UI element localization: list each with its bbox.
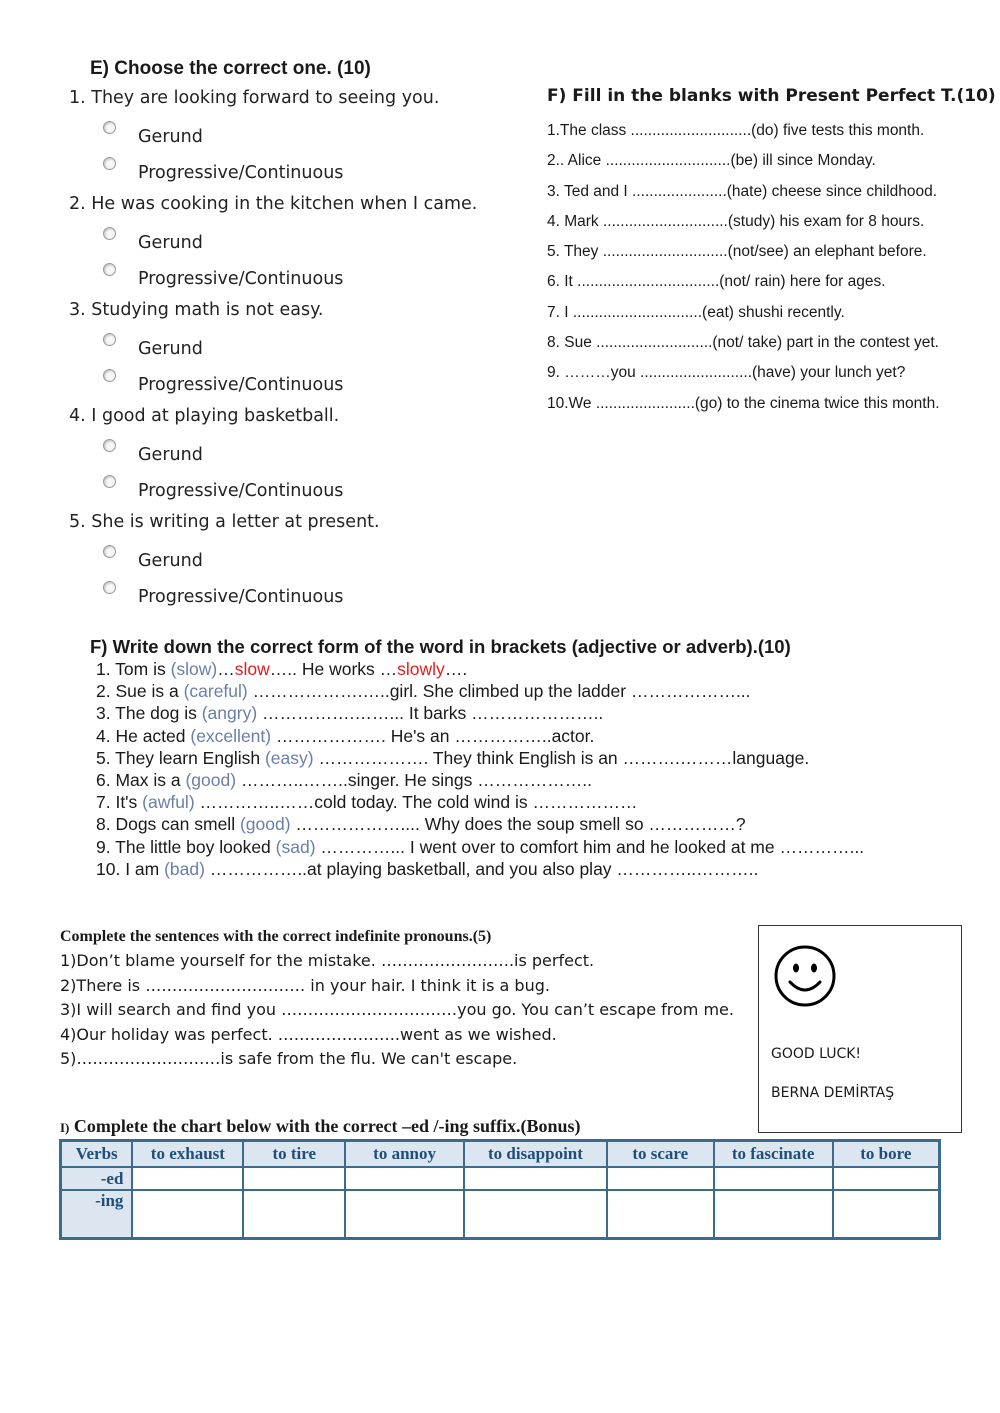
answer-cell[interactable] <box>607 1167 714 1190</box>
item-text: 8. Dogs can smell <box>96 814 240 835</box>
question-text: 2. He was cooking in the kitchen when I came. <box>69 194 478 214</box>
question-3 <box>69 298 529 404</box>
fill-item[interactable]: 5. They .............................(not/see) an elephant before. <box>547 243 927 261</box>
bracket-word: (easy) <box>264 747 314 768</box>
item-text: 9. The little boy looked <box>96 836 276 857</box>
answer-cell[interactable] <box>132 1190 243 1239</box>
bracket-word: (awful) <box>142 792 195 813</box>
pronouns-list <box>60 949 750 1072</box>
chart-heading-text: Complete the chart below with the correct –ed /-ing suffix.(Bonus) <box>69 1116 581 1136</box>
fill-item[interactable]: 3. Ted and I ......................(hate) cheese since childhood. <box>547 182 938 200</box>
fill-item[interactable]: 6. It .................................(not/ rain) here for ages. <box>547 273 886 291</box>
word-item[interactable] <box>96 836 976 858</box>
option-gerund[interactable] <box>69 332 529 368</box>
option-label: Gerund <box>138 339 203 359</box>
bracket-word: (careful) <box>183 681 248 702</box>
word-item[interactable] <box>96 702 976 724</box>
pronoun-item[interactable]: 3)I will search and find you ……………………………you go. You can’t escape from me. <box>60 1000 734 1019</box>
answer-cell[interactable] <box>132 1167 243 1190</box>
item-text: 3. The dog is <box>96 703 202 724</box>
answer-cell[interactable] <box>243 1190 345 1239</box>
pronouns-heading: Complete the sentences with the correct indefinite pronouns.(5) <box>60 928 492 945</box>
word-item[interactable] <box>96 658 976 680</box>
good-luck-text: GOOD LUCK! <box>771 1046 862 1062</box>
item-text: 5. They learn English <box>96 747 265 768</box>
radio-button[interactable] <box>103 439 116 452</box>
option-label: Progressive/Continuous <box>138 587 344 607</box>
pronoun-item[interactable]: 4)Our holiday was perfect. …………………..went as we wished. <box>60 1024 557 1044</box>
option-gerund[interactable] <box>69 544 529 580</box>
header-cell: to disappoint <box>464 1141 607 1168</box>
header-cell: to exhaust <box>132 1141 243 1168</box>
item-text: 2. Sue is a <box>96 681 184 702</box>
section-f-fill-heading: F) Fill in the blanks with Present Perfect T.(10) <box>547 86 996 106</box>
option-label: Progressive/Continuous <box>138 163 344 183</box>
good-luck-box <box>758 925 962 1133</box>
smiley-face-icon <box>773 944 837 1008</box>
question-text: 5. She is writing a letter at present. <box>69 512 380 532</box>
author-name: BERNA DEMİRTAŞ <box>771 1085 895 1101</box>
word-item[interactable] <box>96 769 976 791</box>
item-text: ………………. They think English is an ……….………language. <box>313 747 810 768</box>
option-label: Progressive/Continuous <box>138 481 344 501</box>
item-text: ……………..at playing basketball, and you also play …………..……….. <box>204 858 759 879</box>
bracket-word: (excellent) <box>190 725 272 746</box>
section-e-heading: E) Choose the correct one. (10) <box>90 58 371 79</box>
row-label: -ed <box>61 1167 133 1190</box>
answer-cell[interactable] <box>714 1167 833 1190</box>
item-text: …………... I went over to comfort him and he looked at me …………... <box>315 836 865 857</box>
answer-cell[interactable] <box>345 1190 464 1239</box>
fill-blanks-list <box>547 120 987 423</box>
option-progressive[interactable] <box>69 474 529 510</box>
header-cell: to fascinate <box>714 1141 833 1168</box>
suffix-chart-table <box>59 1139 941 1240</box>
option-progressive[interactable] <box>69 156 529 192</box>
bracket-word: (bad) <box>164 858 205 879</box>
answer-text: slowly <box>397 659 445 679</box>
pronoun-item[interactable]: 1)Don’t blame yourself for the mistake. …………………….is perfect. <box>60 951 595 970</box>
word-item[interactable] <box>96 858 976 880</box>
answer-cell[interactable] <box>607 1190 714 1239</box>
word-form-list <box>96 658 976 880</box>
table-row <box>61 1167 940 1190</box>
bracket-word: (slow) <box>170 659 218 679</box>
item-text: ….. He works … <box>269 659 398 679</box>
radio-button[interactable] <box>103 227 116 240</box>
item-text: ………………. He's an ……………..actor. <box>271 725 595 746</box>
fill-item[interactable]: 4. Mark .............................(study) his exam for 8 hours. <box>547 212 925 230</box>
table-row <box>61 1190 940 1239</box>
word-item[interactable] <box>96 747 976 769</box>
question-5 <box>69 510 529 616</box>
chart-heading <box>60 1116 581 1137</box>
radio-button[interactable] <box>103 545 116 558</box>
header-cell: to annoy <box>345 1141 464 1168</box>
header-cell: to scare <box>607 1141 714 1168</box>
question-text: 1. They are looking forward to seeing you. <box>69 88 440 108</box>
fill-item[interactable]: 9. ………you ..........................(have) your lunch yet? <box>547 364 906 382</box>
answer-text: slow <box>234 659 270 679</box>
fill-item[interactable]: 7. I ..............................(eat) shushi recently. <box>547 303 845 321</box>
word-item[interactable] <box>96 813 976 835</box>
item-text: ………..……..singer. He sings ……………….. <box>236 769 592 790</box>
item-text: …………..……cold today. The cold wind is ……………… <box>194 792 638 813</box>
answer-cell[interactable] <box>714 1190 833 1239</box>
bracket-word: (sad) <box>275 836 316 857</box>
item-text: ……………….…..girl. She climbed up the ladder ………………... <box>247 681 751 702</box>
option-label: Progressive/Continuous <box>138 375 344 395</box>
item-text: …. <box>444 659 468 679</box>
fill-item[interactable]: 1.The class ............................(do) five tests this month. <box>547 122 925 139</box>
chart-heading-prefix: I) <box>60 1120 70 1135</box>
item-text: ……………….... Why does the soup smell so ……………? <box>290 814 746 835</box>
word-item[interactable] <box>96 725 976 747</box>
header-cell: to bore <box>833 1141 940 1168</box>
answer-cell[interactable] <box>464 1190 607 1239</box>
item-text: 6. Max is a <box>96 769 186 790</box>
item-text: …………….……... It barks ………………….. <box>257 703 604 724</box>
item-text: 7. It's <box>96 792 143 813</box>
header-cell: to tire <box>243 1141 345 1168</box>
item-text: 4. He acted <box>96 725 191 746</box>
radio-button[interactable] <box>103 333 116 346</box>
answer-cell[interactable] <box>464 1167 607 1190</box>
option-label: Progressive/Continuous <box>138 269 344 289</box>
radio-button[interactable] <box>103 475 116 488</box>
item-text: 1. Tom is <box>96 659 171 679</box>
question-2 <box>69 192 529 298</box>
row-label: -ing <box>61 1190 133 1239</box>
question-text: 3. Studying math is not easy. <box>69 300 324 320</box>
option-progressive[interactable] <box>69 368 529 404</box>
table-header-row <box>61 1141 940 1168</box>
bracket-word: (angry) <box>201 703 258 724</box>
bracket-word: (good) <box>185 769 237 790</box>
option-gerund[interactable] <box>69 226 529 262</box>
header-cell: Verbs <box>61 1141 133 1168</box>
radio-button[interactable] <box>103 121 116 134</box>
pronoun-item[interactable]: 2)There is ………………………… in your hair. I think it is a bug. <box>60 975 550 995</box>
answer-cell[interactable] <box>243 1167 345 1190</box>
answer-cell[interactable] <box>833 1167 940 1190</box>
option-label: Gerund <box>138 551 203 571</box>
radio-button[interactable] <box>103 369 116 382</box>
fill-item[interactable]: 8. Sue ...........................(not/ take) part in the contest yet. <box>547 334 939 352</box>
fill-item[interactable]: 10.We .......................(go) to the cinema twice this month. <box>547 394 940 412</box>
question-4 <box>69 404 529 510</box>
option-gerund[interactable] <box>69 438 529 474</box>
word-item[interactable] <box>96 680 976 702</box>
fill-item[interactable]: 2.. Alice .............................(be) ill since Monday. <box>547 152 876 170</box>
option-progressive[interactable] <box>69 580 529 616</box>
radio-button[interactable] <box>103 263 116 276</box>
question-1 <box>69 86 529 192</box>
word-item[interactable] <box>96 791 976 813</box>
option-label: Gerund <box>138 233 203 253</box>
item-text: 10. I am <box>96 858 165 879</box>
option-progressive[interactable] <box>69 262 529 298</box>
option-label: Gerund <box>138 127 203 147</box>
option-gerund[interactable] <box>69 120 529 156</box>
answer-cell[interactable] <box>833 1190 940 1239</box>
pronoun-item[interactable]: 5)………………………is safe from the flu. We can't escape. <box>60 1049 518 1068</box>
item-text: … <box>217 659 235 679</box>
question-text: 4. I good at playing basketball. <box>69 406 340 426</box>
radio-button[interactable] <box>103 581 116 594</box>
option-label: Gerund <box>138 445 203 465</box>
radio-button[interactable] <box>103 157 116 170</box>
answer-cell[interactable] <box>345 1167 464 1190</box>
bracket-word: (good) <box>239 814 291 835</box>
section-f-words-heading: F) Write down the correct form of the word in brackets (adjective or adverb).(10) <box>90 636 791 657</box>
multiple-choice-list <box>69 86 529 616</box>
